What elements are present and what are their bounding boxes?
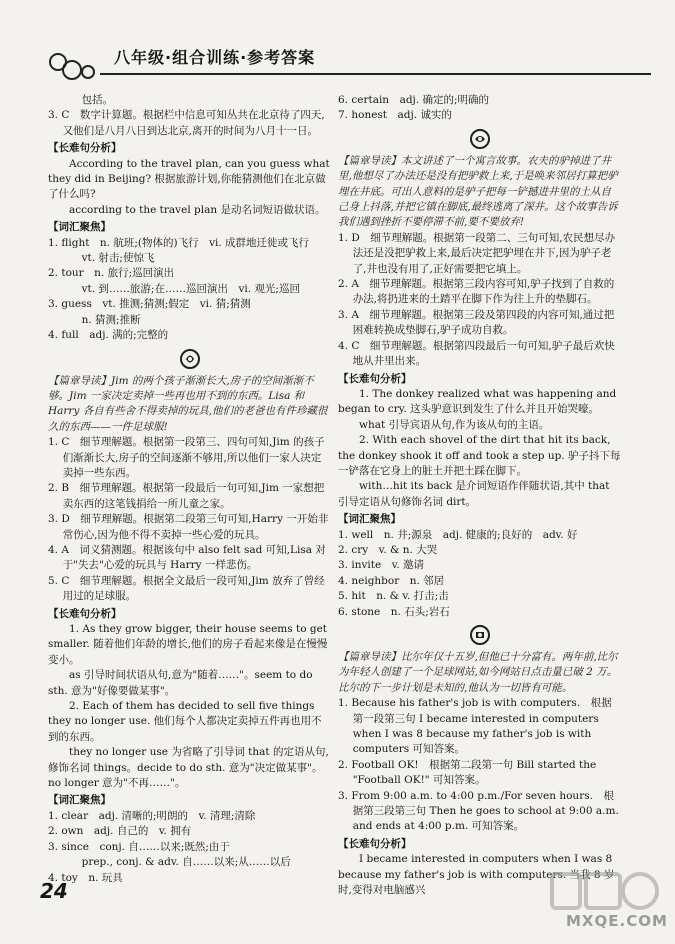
page-number: 24: [40, 879, 68, 903]
answer-item: 3. D 细节理解题。根据第二段第三句可知,Harry 一开始非常伤心,因为他不得不卖掉一些心爱的玩具。: [48, 513, 329, 541]
answer-item: 3. C 数字计算题。根据栏中信息可知丛共在北京待了四天,又他们是八月八日到达北京,离开的时间为八月十一日。: [48, 109, 325, 137]
sentence-note: as 引导时间状语从句,意为"随着……"。seem to do sth. 意为"好像要做某事"。: [48, 669, 313, 697]
section-heading: 【长难句分析】: [48, 142, 122, 155]
vocab-item-cont: vt. 射击;使惊飞: [81, 252, 155, 265]
vocab-item-cont: n. 猜测;推断: [81, 313, 141, 326]
sun-marker-icon: [177, 347, 203, 371]
answer-item: 2. Football OK! 根据第二段第一句 Bill started the "Football OK!" 可知答案。: [338, 758, 597, 787]
sentence-analysis: I became interested in computers when I was 8 because my father's job is with computers. 当我 8 岁时,变得对电脑感兴: [338, 853, 615, 897]
answer-item: 5. C 细节理解题。根据全文最后一段可知,Jim 放弃了曾经用过的足球服。: [48, 574, 325, 603]
vocab-item: 2. own adj. 自己的 v. 拥有: [48, 825, 192, 838]
passage-guide: 【篇章导读】Jim 的两个孩子渐渐长大,房子的空间渐渐不够。Jim 一家决定卖掉一些再也用不到的东西。Lisa 和 Harry 各自有些舍不得卖掉的玩具,他们的老爸也有件珍藏很久的东西——一件足球服!: [48, 374, 328, 433]
vocab-item: 1. clear adj. 清晰的;明朗的 v. 清理;清除: [48, 809, 256, 822]
vocab-item: 4. full adj. 满的;完整的: [48, 329, 169, 342]
answer-item: 3. From 9:00 a.m. to 4:00 p.m./For seven hours. 根据第三段第三句 Then he goes to school at 9:00 a.m. and ends at 4:00 p.m. 可知答案。: [338, 789, 619, 833]
page-header: [38, 42, 663, 88]
answer-item: 2. A 细节理解题。根据第三段内容可知,驴子找到了自救的办法,将扔进来的土踏平在脚下作为往上升的垫脚石。: [338, 278, 615, 306]
vocab-item: 3. invite v. 邀请: [338, 559, 425, 572]
answer-item: 1. D 细节理解题。根据第一段第二、三句可知,农民想尽办法还是没把驴救上来,最后决定把驴埋在井下,因为驴子老了,井也没有用了,正好需要把它填上。: [338, 231, 616, 275]
vocab-item: 6. stone n. 石头;岩石: [338, 605, 450, 618]
vocab-item: 4. neighbor n. 邻居: [338, 574, 445, 587]
sentence-analysis: 1. As they grow bigger, their house seems to get smaller. 随着他们年龄的增长,他们的房子看起来像是在慢慢变小。: [48, 623, 328, 666]
sentence-note: they no longer use 为省略了引导词 that 的定语从句,修饰名词 things。decide to do sth. 意为"决定做某事"。no longer 意为"不再……"。: [48, 746, 329, 790]
decorative-circles-icon: [48, 50, 104, 82]
vocab-item: 2. tour n. 旅行;巡回演出: [48, 267, 175, 280]
vocab-item: 2. cry v. & n. 大哭: [338, 543, 438, 556]
section-heading: 【词汇聚焦】: [48, 221, 111, 234]
passage-marker: [48, 344, 331, 374]
section-heading: 【长难句分析】: [338, 372, 412, 385]
section-heading: 【长难句分析】: [48, 607, 122, 620]
answer-item: 3. A 细节理解题。根据第三段及第四段的内容可知,通过把困难转换成垫脚石,驴子成功自救。: [338, 308, 615, 337]
left-column: [48, 93, 331, 883]
sentence-note: what 引导宾语从句,作为该从句的主语。: [359, 418, 550, 431]
vocab-item: 1. flight n. 航班;(物体的)飞行 vi. 成群地迁徙或飞行: [48, 236, 310, 249]
vocab-item: 3. guess vt. 推测;猜测;假定 vi. 猜;猜测: [48, 298, 251, 311]
sentence-analysis: 2. Each of them has decided to sell five things they no longer use. 他们每个人都决定卖掉五件再也用不到的东西。: [48, 700, 322, 743]
right-column: [338, 93, 621, 925]
text-line: 包括。: [81, 94, 114, 106]
sun-marker-icon: [467, 623, 493, 647]
vocab-item: 5. hit n. & v. 打击;击: [338, 590, 449, 603]
answer-item: 1. Because his father's job is with computers. 根据第一段第三句 I became interested in computers when I was 8 because my father's job is with computers 可知答案。: [338, 697, 612, 756]
vocab-item: 3. since conj. 自……以来;既然;由于: [48, 840, 230, 853]
passage-marker: [338, 124, 621, 154]
sentence-analysis: According to the travel plan, can you guess what they did in Beijing? 根据旅游计划,你能猜测他们在北京做了什么吗?: [48, 157, 330, 201]
sun-marker-icon: [467, 127, 493, 151]
vocab-item: 4. toy n. 玩具: [48, 871, 123, 883]
section-heading: 【词汇聚焦】: [48, 794, 111, 807]
header-rule: [100, 73, 651, 75]
passage-guide: 【篇章导读】本文讲述了一个寓言故事。农夫的驴掉进了井里,他想尽了办法还是没有把驴救上来,于是唤来邻居打算把驴埋在井底。可出人意料的是驴子把每一铲撼进井里的土从自己身上抖落,并把它镇在脚底,最终逃离了深井。这个故事告诉我们遇到挫折不要停滞不前,要不要放弃!: [338, 154, 618, 229]
vocab-item-cont: vt. 到……旅游;在……巡回演出 vi. 观光;巡回: [81, 282, 300, 295]
passage-guide: 【篇章导读】比尔年仅十五岁,但他已十分富有。两年前,比尔为年轻人创建了一个足球网站,如今网站日点击量已破 2 万。比尔的下一步计划是未知的,他认为一切皆有可能。: [338, 651, 618, 694]
watermark-text: MXQE.COM: [566, 912, 668, 930]
answer-item: 4. A 词义猜测题。根据该句中 also felt sad 可知,Lisa 对于"失去"心爱的玩具与 Harry 一样悲伤。: [48, 543, 326, 572]
answer-item: 4. C 细节理解题。根据第四段最后一句可知,驴子最后欢快地从井里出来。: [338, 339, 615, 368]
section-heading: 【长难句分析】: [338, 837, 412, 850]
section-heading: 【词汇聚焦】: [338, 513, 401, 526]
sentence-note: according to the travel plan 是动名词短语做状语。: [69, 203, 326, 216]
answer-item: 2. B 细节理解题。根据第一段最后一句可知,Jim 一家想把卖东西的这笔钱捐给一所儿童之家。: [48, 482, 325, 510]
vocab-item: 7. honest adj. 诚实的: [338, 109, 452, 122]
passage-marker: [338, 620, 621, 650]
vocab-item-cont: prep., conj. & adv. 自……以来;从……以后: [81, 856, 291, 869]
sentence-analysis: 2. With each shovel of the dirt that hit its back, the donkey shook it off and took a step up. 驴子抖下每一铲落在它身上的脏土并把土踩在脚下。: [338, 434, 621, 477]
sentence-analysis: 1. The donkey realized what was happening and began to cry. 这头驴意识到发生了什么并且开始哭嚎。: [338, 387, 617, 416]
vocab-item: 1. well n. 井;源泉 adj. 健康的;良好的 adv. 好: [338, 528, 578, 541]
page-title: 八年级·组合训练·参考答案: [114, 48, 316, 67]
answer-item: 1. C 细节理解题。根据第一段第三、四句可知,Jim 的孩子们渐渐长大,房子的空间逐渐不够用,所以他们一家人决定卖掉一些东西。: [48, 436, 325, 479]
sentence-note: with…hit its back 是介词短语作伴随状语,其中 that 引导定语从句修饰名词 dirt。: [338, 480, 610, 508]
vocab-item: 6. certain adj. 确定的;明确的: [338, 94, 490, 106]
